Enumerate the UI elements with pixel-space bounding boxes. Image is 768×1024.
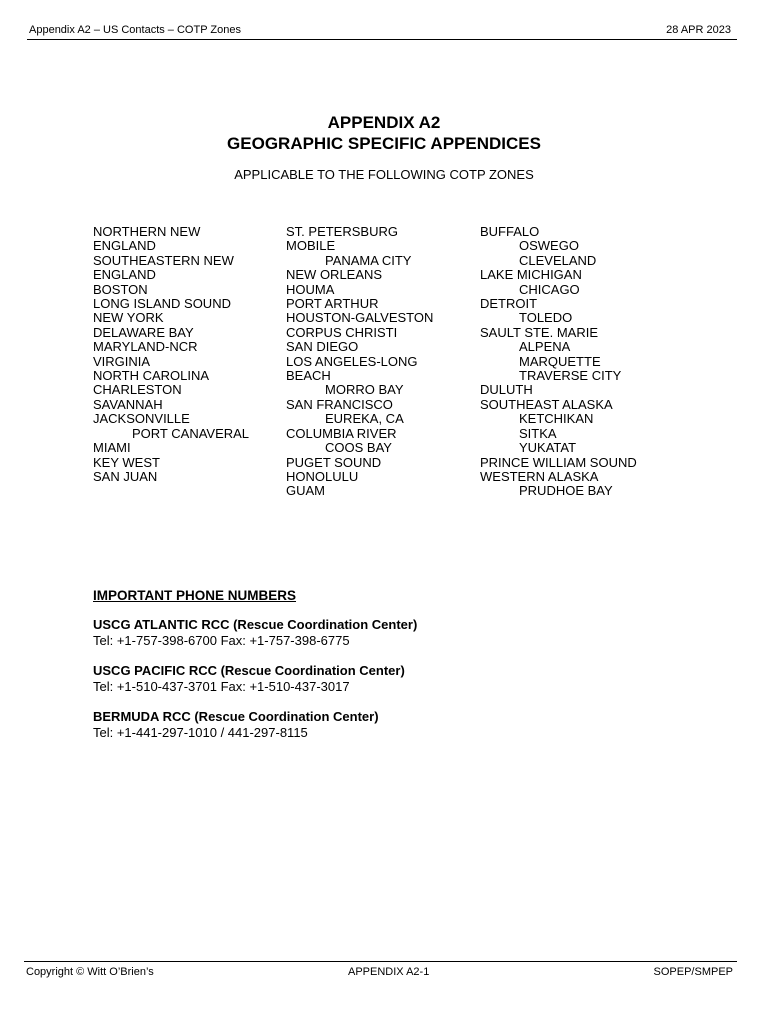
- zone-name: CORPUS CHRISTI: [286, 324, 398, 340]
- zone-name: PUGET SOUND: [286, 454, 382, 470]
- zone-name: ENGLAND: [93, 238, 156, 254]
- zone-name: ALPENA: [519, 339, 571, 355]
- contact-name: USCG PACIFIC RCC (Rescue Coordination Center): [93, 663, 405, 678]
- zone-name: NORTH CAROLINA: [93, 368, 210, 384]
- zone-name: DELAWARE BAY: [93, 324, 194, 340]
- contact-entry: [93, 617, 693, 649]
- zone-name: COOS BAY: [325, 440, 392, 456]
- zone-name: MARYLAND-NCR: [93, 339, 198, 355]
- zone-name: EUREKA, CA: [325, 411, 404, 427]
- phone-numbers-section: [93, 588, 693, 741]
- zone-name: DULUTH: [480, 382, 533, 398]
- zone-column-3: [480, 225, 670, 499]
- zone-name: ST. PETERSBURG: [286, 224, 398, 239]
- zone-name: SOUTHEASTERN NEW: [93, 252, 234, 268]
- footer-document-code: SOPEP/SMPEP: [653, 966, 733, 978]
- zone-name: COLUMBIA RIVER: [286, 425, 397, 441]
- zone-name: JACKSONVILLE: [93, 411, 190, 427]
- appendix-subtitle-heading: GEOGRAPHIC SPECIFIC APPENDICES: [227, 134, 541, 153]
- zone-name: CHARLESTON: [93, 382, 182, 398]
- zone-name: WESTERN ALASKA: [480, 468, 599, 484]
- zone-name: TRAVERSE CITY: [519, 368, 622, 384]
- zone-name: MORRO BAY: [325, 382, 404, 398]
- zone-name: OSWEGO: [519, 238, 579, 254]
- header-date: 28 APR 2023: [666, 24, 731, 36]
- zone-name: DETROIT: [480, 296, 538, 312]
- zone-name: MIAMI: [93, 440, 131, 456]
- zone-name: PRINCE WILLIAM SOUND: [480, 454, 637, 470]
- zone-name: ENGLAND: [93, 267, 156, 283]
- zone-name: BEACH: [286, 368, 331, 384]
- zone-name: MOBILE: [286, 238, 336, 254]
- header-section-title: Appendix A2 – US Contacts – COTP Zones: [29, 24, 241, 36]
- zone-name: TOLEDO: [519, 310, 573, 326]
- zone-name: LOS ANGELES-LONG: [286, 353, 418, 369]
- contact-phone: Tel: +1-441-297-1010 / 441-297-8115: [93, 725, 308, 740]
- zone-name: HOUMA: [286, 281, 335, 297]
- contact-phone: Tel: +1-757-398-6700 Fax: +1-757-398-6775: [93, 633, 350, 648]
- zone-name: PANAMA CITY: [325, 252, 412, 268]
- phone-numbers-heading: IMPORTANT PHONE NUMBERS: [93, 588, 297, 603]
- zones-intro: APPLICABLE TO THE FOLLOWING COTP ZONES: [234, 167, 534, 182]
- zone-name: PORT ARTHUR: [286, 296, 379, 312]
- zone-name: SAN JUAN: [93, 468, 158, 484]
- zone-name: GUAM: [286, 483, 325, 499]
- contact-entry: [93, 709, 693, 741]
- zone-name: NORTHERN NEW: [93, 224, 201, 239]
- contact-name: USCG ATLANTIC RCC (Rescue Coordination Center): [93, 617, 418, 632]
- zone-name: SAVANNAH: [93, 396, 163, 412]
- contact-entry: [93, 663, 693, 695]
- zone-name: YUKATAT: [519, 440, 577, 456]
- zone-name: KETCHIKAN: [519, 411, 594, 427]
- zone-name: HOUSTON-GALVESTON: [286, 310, 434, 326]
- page-header: [27, 24, 737, 40]
- zone-name: CHICAGO: [519, 281, 580, 297]
- footer-copyright: Copyright © Witt O’Brien’s: [26, 966, 154, 978]
- zone-name: SAN FRANCISCO: [286, 396, 393, 412]
- zone-name: SAULT STE. MARIE: [480, 324, 598, 340]
- zone-name: BOSTON: [93, 281, 148, 297]
- zone-name: LAKE MICHIGAN: [480, 267, 582, 283]
- zone-name: VIRGINIA: [93, 353, 151, 369]
- zone-column-1: [93, 225, 273, 484]
- zone-name: MARQUETTE: [519, 353, 601, 369]
- zone-name: KEY WEST: [93, 454, 160, 470]
- zone-name: NEW YORK: [93, 310, 164, 326]
- appendix-title: APPENDIX A2: [327, 113, 441, 132]
- zone-column-2: [286, 225, 476, 499]
- contact-phone: Tel: +1-510-437-3701 Fax: +1-510-437-3017: [93, 679, 350, 694]
- zone-name: BUFFALO: [480, 224, 540, 239]
- zone-name: SAN DIEGO: [286, 339, 359, 355]
- zone-name: HONOLULU: [286, 468, 359, 484]
- zone-name: CLEVELAND: [519, 252, 597, 268]
- footer-page-number: APPENDIX A2-1: [348, 966, 430, 978]
- page-footer: [24, 961, 737, 982]
- zone-name: PRUDHOE BAY: [519, 483, 613, 499]
- zone-name: PORT CANAVERAL: [132, 425, 250, 441]
- zone-name: LONG ISLAND SOUND: [93, 296, 231, 312]
- zone-name: SITKA: [519, 425, 557, 441]
- zone-name: NEW ORLEANS: [286, 267, 383, 283]
- contact-name: BERMUDA RCC (Rescue Coordination Center): [93, 709, 379, 724]
- zone-name: SOUTHEAST ALASKA: [480, 396, 613, 412]
